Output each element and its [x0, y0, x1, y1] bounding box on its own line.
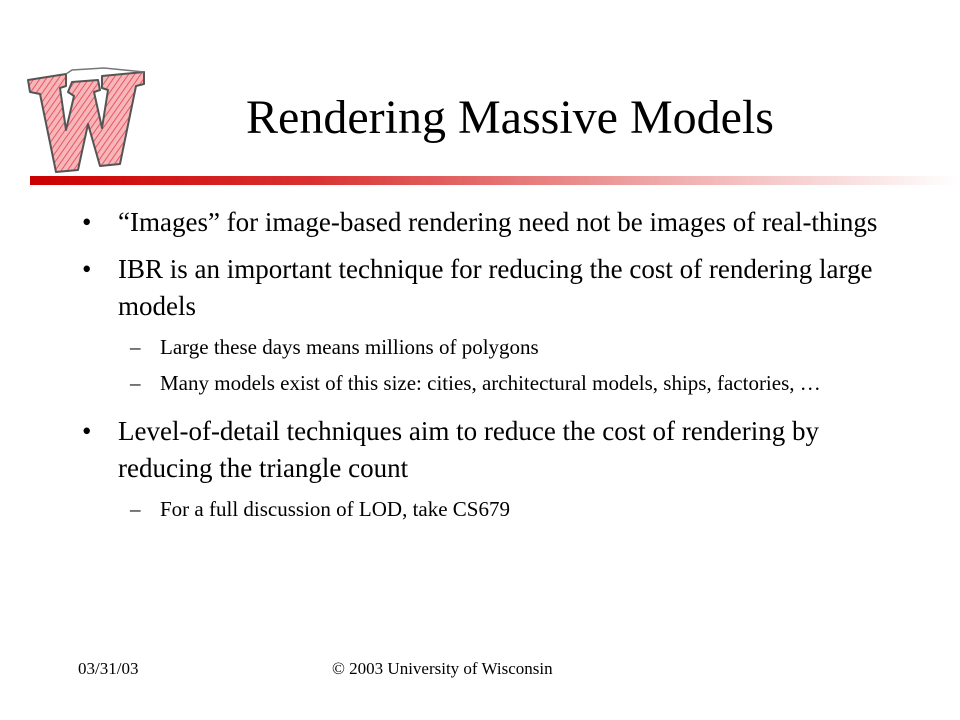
bullet-marker: • — [82, 416, 92, 446]
bullet-marker: • — [82, 254, 92, 284]
slide-body — [0, 194, 960, 523]
bullet-1 — [82, 204, 888, 241]
title-underline — [30, 176, 960, 185]
sub-bullet-2-1 — [130, 333, 880, 361]
sub-bullet-text: Large these days means millions of polygons — [160, 335, 539, 359]
sub-bullet-2-2 — [130, 369, 880, 397]
bullet-text: “Images” for image-based rendering need not be images of real-things — [118, 207, 878, 237]
slide-title: Rendering Massive Models — [246, 91, 774, 144]
sub-bullet-marker: – — [130, 497, 141, 521]
sub-bullet-3-1 — [130, 495, 880, 523]
sub-bullet-text: For a full discussion of LOD, take CS679 — [160, 497, 510, 521]
bullet-3 — [82, 413, 888, 487]
footer-copyright: © 2003 University of Wisconsin — [332, 659, 553, 678]
sub-bullet-text: Many models exist of this size: cities, architectural models, ships, factories, … — [160, 371, 821, 395]
motion-w-logo-icon — [22, 60, 150, 178]
bullet-2 — [82, 251, 888, 325]
footer-date: 03/31/03 — [78, 659, 139, 678]
bullet-marker: • — [82, 207, 92, 237]
sub-bullet-marker: – — [130, 371, 141, 395]
sub-bullet-marker: – — [130, 335, 141, 359]
bullet-text: Level-of-detail techniques aim to reduce the cost of rendering by reducing the triangle count — [118, 416, 819, 483]
bullet-text: IBR is an important technique for reducing the cost of rendering large models — [118, 254, 873, 321]
